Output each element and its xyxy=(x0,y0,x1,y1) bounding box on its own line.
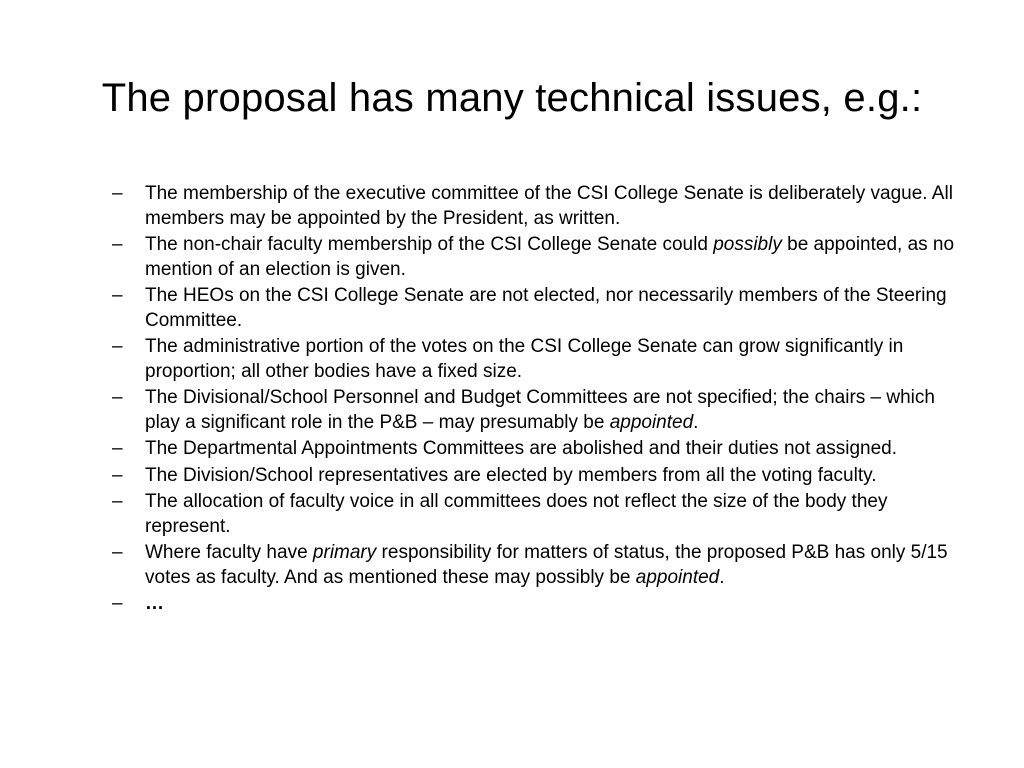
bullet-dash: – xyxy=(112,593,123,614)
bullet-text xyxy=(145,336,903,382)
text-run: The allocation of faculty voice in all committees does not reflect the size of the body they represent. xyxy=(145,491,888,537)
emphasis-text: appointed xyxy=(635,566,720,588)
bullet-list xyxy=(112,182,972,619)
bullet-dash: – xyxy=(112,542,123,563)
text-run: Where faculty have xyxy=(145,542,313,563)
text-run: responsibility for matters of status, the proposed P&B has only 5/15 votes as faculty. And as mentioned these may possibly be xyxy=(145,542,948,588)
text-run: . xyxy=(719,566,725,588)
bullet-dash: – xyxy=(112,183,123,204)
bullet-item xyxy=(112,437,972,462)
bullet-item xyxy=(112,490,972,539)
text-run: The non-chair faculty membership of the CSI College Senate could xyxy=(145,234,714,255)
bullet-dash: – xyxy=(112,285,123,306)
bullet-dash: – xyxy=(112,336,123,357)
bullet-text xyxy=(145,234,954,280)
bullet-item xyxy=(112,464,972,489)
text-run: be appointed, as no mention of an election is given. xyxy=(145,234,955,280)
bullet-dash: – xyxy=(112,438,123,459)
bullet-item xyxy=(112,284,972,333)
text-run: The Division/School representatives are elected by members from all the voting faculty. xyxy=(145,464,877,486)
bullet-item xyxy=(112,182,972,231)
bullet-text xyxy=(145,183,953,229)
bullet-item xyxy=(112,386,972,435)
bullet-dash: – xyxy=(112,234,123,255)
bullet-item xyxy=(112,335,972,384)
text-run: The Departmental Appointments Committees are abolished and their duties not assigned. xyxy=(145,438,897,459)
bullet-text xyxy=(145,387,935,433)
bullet-dash: – xyxy=(112,491,123,512)
text-run: The administrative portion of the votes on the CSI College Senate can grow significantly in proportion; all other bodies have a fixed size. xyxy=(145,336,904,382)
emphasis-text: appointed xyxy=(609,411,694,433)
text-run: . xyxy=(693,411,699,433)
bullet-dash: – xyxy=(112,464,123,486)
text-run: The membership of the executive committee of the CSI College Senate is deliberately vague. All members may be appointed by the President, as written. xyxy=(145,183,953,229)
bullet-text xyxy=(145,285,947,331)
emphasis-text: possibly xyxy=(713,234,782,255)
bullet-item xyxy=(112,541,972,590)
text-run: The Divisional/School Personnel and Budget Committees are not specified; the chairs – which play a significant role in the P&B – may presumably be xyxy=(145,387,935,433)
bullet-text xyxy=(145,542,948,588)
bullet-text xyxy=(145,438,897,459)
bullet-text xyxy=(145,593,164,614)
bullet-item xyxy=(112,592,972,617)
slide-title: The proposal has many technical issues, e.g.: xyxy=(101,76,923,120)
bullet-dash: – xyxy=(112,387,123,408)
bullet-text xyxy=(145,465,876,486)
bullet-text xyxy=(145,491,887,537)
text-run: The HEOs on the CSI College Senate are not elected, nor necessarily members of the Steering Committee. xyxy=(145,285,947,331)
bullet-item xyxy=(112,233,972,282)
emphasis-text: primary xyxy=(312,542,377,563)
bold-text: … xyxy=(145,593,164,614)
